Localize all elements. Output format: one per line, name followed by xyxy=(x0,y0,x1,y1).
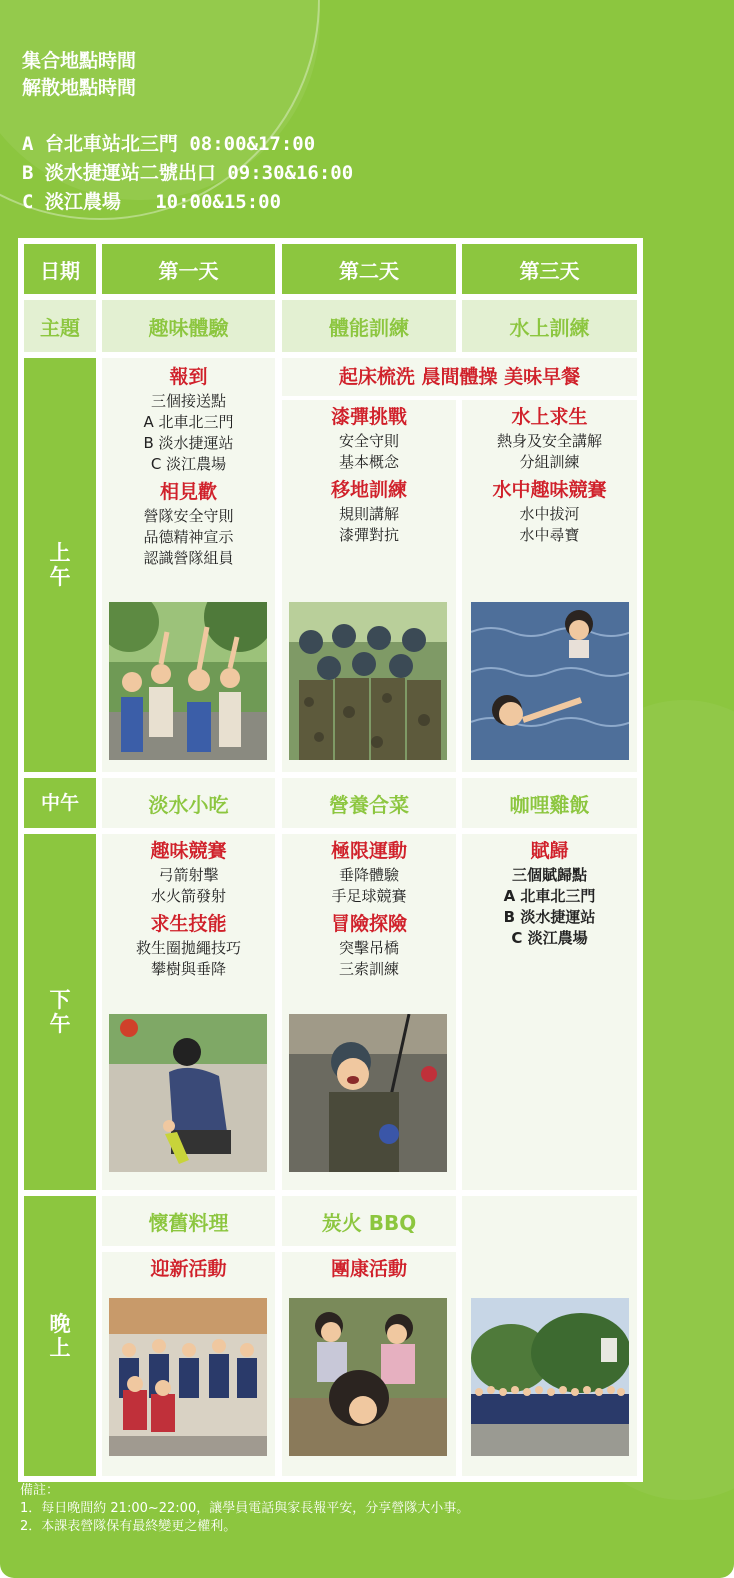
afternoon-day2-title2: 冒險探險 xyxy=(330,913,407,935)
photo-kids-stream xyxy=(289,1298,447,1456)
photo-kids-cheering xyxy=(109,602,267,760)
note-item: 1．每日晚間約 21:00~22:00，讓學員電話與家長報平安，分享營隊大小事。 xyxy=(20,1501,470,1516)
noon-day1: 淡水小吃 xyxy=(102,778,275,828)
afternoon-day2-item: 垂降體驗 xyxy=(338,866,399,884)
morning-day2-item: 漆彈對抗 xyxy=(338,526,399,544)
morning-day2 xyxy=(282,400,456,772)
photo-water-rocket xyxy=(109,1014,267,1172)
morning-day3-item: 熱身及安全講解 xyxy=(496,432,602,450)
route-a: A 台北車站北三門 08:00&17:00 xyxy=(22,133,316,155)
afternoon-day1-item: 弓箭射擊 xyxy=(158,866,219,884)
photo-paintball-team xyxy=(289,602,447,760)
evening-day2 xyxy=(282,1252,456,1476)
afternoon-day3-item: C 淡江農場 xyxy=(511,929,588,947)
evening-day3 xyxy=(462,1196,637,1476)
header-date: 日期 xyxy=(24,244,96,294)
noon-day2: 營養合菜 xyxy=(282,778,456,828)
morning-day2-title2: 移地訓練 xyxy=(330,479,407,501)
morning-day3-item: 分組訓練 xyxy=(519,453,580,471)
evening-day1 xyxy=(102,1252,275,1476)
route-b: B 淡水捷運站二號出口 09:30&16:00 xyxy=(22,162,354,184)
afternoon-day1-title1: 趣味競賽 xyxy=(150,840,227,862)
evening-day2-title: 團康活動 xyxy=(330,1258,407,1280)
notes xyxy=(20,1482,469,1536)
morning-shared xyxy=(282,358,637,396)
note-item: 2．本課表營隊保有最終變更之權利。 xyxy=(20,1519,237,1534)
dinner-day2: 炭火 BBQ xyxy=(282,1196,456,1246)
photo-welcome-party xyxy=(109,1298,267,1456)
header-day1: 第一天 xyxy=(102,244,275,294)
morning-day1-title1: 報到 xyxy=(169,366,208,388)
period-afternoon: 下 午 xyxy=(24,834,96,1190)
morning-day3-item: 水中拔河 xyxy=(519,505,580,523)
header-day3: 第三天 xyxy=(462,244,637,294)
morning-day1 xyxy=(102,358,275,772)
route-c: C 淡江農場 10:00&15:00 xyxy=(22,191,282,213)
theme-day2: 體能訓練 xyxy=(282,300,456,352)
meeting-info xyxy=(22,48,353,217)
dismiss-heading: 解散地點時間 xyxy=(22,77,137,99)
morning-day3-title2: 水中趣味競賽 xyxy=(492,479,607,501)
morning-day2-item: 基本概念 xyxy=(338,453,399,471)
afternoon-day3-item: 三個賦歸點 xyxy=(511,866,587,884)
afternoon-day2 xyxy=(282,834,456,1190)
header-day2: 第二天 xyxy=(282,244,456,294)
theme-day3: 水上訓練 xyxy=(462,300,637,352)
morning-day3 xyxy=(462,400,637,772)
evening-day1-title: 迎新活動 xyxy=(150,1258,227,1280)
morning-day2-title1: 漆彈挑戰 xyxy=(330,406,407,428)
afternoon-day3-title1: 賦歸 xyxy=(530,840,569,862)
theme-day1: 趣味體驗 xyxy=(102,300,275,352)
morning-day1-item: 品德精神宣示 xyxy=(143,528,234,546)
period-evening: 晚 上 xyxy=(24,1196,96,1476)
morning-day1-item: C 淡江農場 xyxy=(150,455,227,473)
afternoon-day1 xyxy=(102,834,275,1190)
morning-shared-text: 起床梳洗 晨間體操 美味早餐 xyxy=(338,366,581,388)
afternoon-day3 xyxy=(462,834,637,1190)
afternoon-day2-title1: 極限運動 xyxy=(330,840,407,862)
afternoon-day3-item: B 淡水捷運站 xyxy=(503,908,596,926)
morning-day1-title2: 相見歡 xyxy=(159,481,217,503)
noon-day3: 咖哩雞飯 xyxy=(462,778,637,828)
period-morning: 上 午 xyxy=(24,358,96,772)
photo-group-farewell xyxy=(471,1298,629,1456)
photo-rope-course xyxy=(289,1014,447,1172)
morning-day1-item: 三個接送點 xyxy=(150,392,226,410)
afternoon-day1-item: 攀樹與垂降 xyxy=(150,960,226,978)
theme-label: 主題 xyxy=(24,300,96,352)
notes-title: 備註： xyxy=(20,1483,60,1498)
afternoon-day2-item: 三索訓練 xyxy=(338,960,399,978)
afternoon-day1-title2: 求生技能 xyxy=(150,913,227,935)
afternoon-day2-item: 突擊吊橋 xyxy=(338,939,399,957)
afternoon-day1-item: 救生圈拋繩技巧 xyxy=(135,939,241,957)
morning-day2-item: 安全守則 xyxy=(338,432,399,450)
photo-kids-swimming xyxy=(471,602,629,760)
morning-day1-item: B 淡水捷運站 xyxy=(143,434,234,452)
afternoon-day1-item: 水火箭發射 xyxy=(150,887,226,905)
morning-day3-title1: 水上求生 xyxy=(511,406,588,428)
morning-day1-item: 認識營隊組員 xyxy=(143,549,234,567)
dinner-day1: 懷舊料理 xyxy=(102,1196,275,1246)
period-noon: 中午 xyxy=(24,778,96,828)
morning-day2-item: 規則講解 xyxy=(338,505,399,523)
afternoon-day2-item: 手足球競賽 xyxy=(331,887,407,905)
morning-day1-item: A 北車北三門 xyxy=(143,413,234,431)
schedule-table xyxy=(18,238,643,1482)
meeting-heading: 集合地點時間 xyxy=(22,50,137,72)
morning-day3-item: 水中尋寶 xyxy=(519,526,580,544)
afternoon-day3-item: A 北車北三門 xyxy=(503,887,596,905)
morning-day1-item: 營隊安全守則 xyxy=(143,507,234,525)
